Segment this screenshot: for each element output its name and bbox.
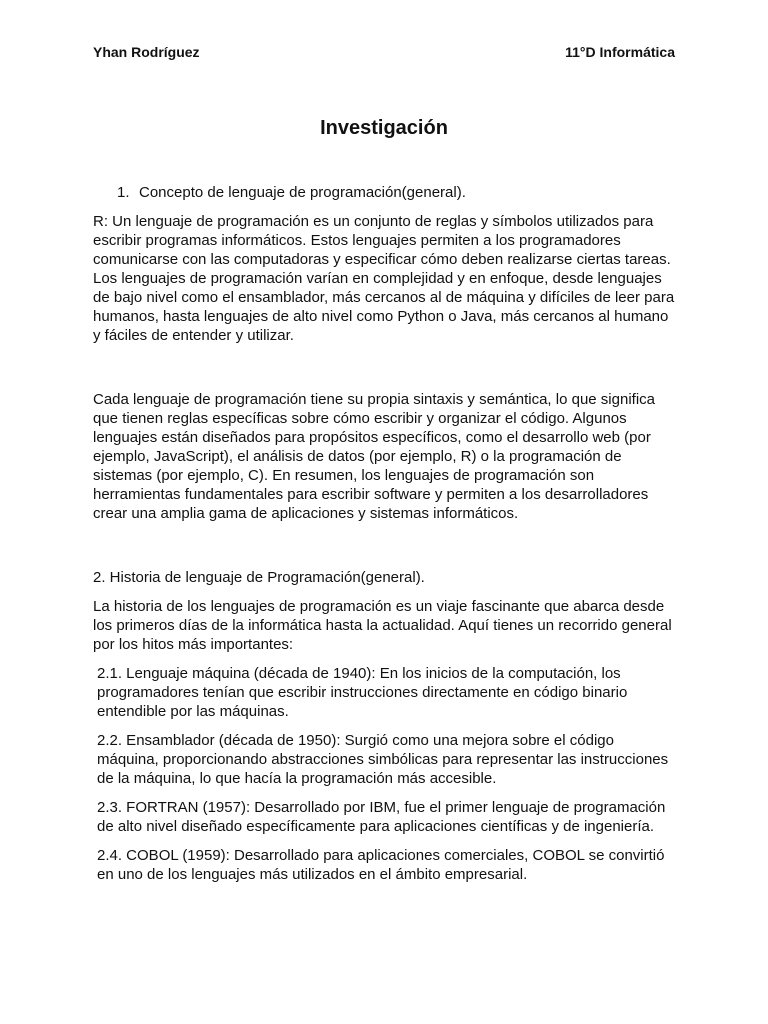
subsection-2-3: 2.3. FORTRAN (1957): Desarrollado por IBM, fue el primer lenguaje de programación de alto nivel diseñado específicamente para aplicaciones científicas y de ingeniería. [97, 799, 666, 835]
page-header [93, 44, 675, 60]
section-1-heading [93, 183, 675, 202]
paragraph-definition: R: Un lenguaje de programación es un conjunto de reglas y símbolos utilizados para escribir programas informáticos. Estos lenguajes permiten a los programadores comunicarse con las computadoras y especificar cómo deben realizarse ciertas tareas. Los lenguajes de programación varían en complejidad y en enfoque, desde lenguajes de bajo nivel como el ensamblador, más cercanos al de máquina y difíciles de leer para humanos, hasta lenguajes de alto nivel como Python o Java, más cercanos al humano y fáciles de entender y utilizar. [93, 213, 675, 344]
author-name: Yhan Rodríguez [93, 44, 200, 60]
document-title: Investigación [320, 117, 448, 139]
paragraph-syntax: Cada lenguaje de programación tiene su propia sintaxis y semántica, lo que significa que tienen reglas específicas sobre cómo escribir y organizar el código. Algunos lenguajes están diseñados para propósitos específicos, como el desarrollo web (por ejemplo, JavaScript), el análisis de datos (por ejemplo, R) o la programación de sistemas (por ejemplo, C). En resumen, los lenguajes de programación son herramientas fundamentales para escribir software y permiten a los desarrolladores crear una amplia gama de aplicaciones y sistemas informáticos. [93, 391, 655, 522]
paragraph-history-intro: La historia de los lenguajes de programación es un viaje fascinante que abarca desde los primeros días de la informática hasta la actualidad. Aquí tienes un recorrido general por los hitos más importantes: [93, 598, 672, 653]
section-1-number: 1. [117, 184, 130, 201]
subsection-2-4: 2.4. COBOL (1959): Desarrollado para aplicaciones comerciales, COBOL se convirtió en uno de los lenguajes más utilizados en el ámbito empresarial. [97, 847, 665, 883]
document-body [93, 183, 675, 894]
section-2-heading: 2. Historia de lenguaje de Programación(general). [93, 569, 425, 586]
subsection-2-2: 2.2. Ensamblador (década de 1950): Surgió como una mejora sobre el código máquina, proporcionando abstracciones simbólicas para representar las instrucciones de la máquina, lo que hacía la programación más accesible. [97, 732, 669, 787]
section-1-heading-text: Concepto de lenguaje de programación(general). [139, 184, 466, 201]
course-label: 11°D Informática [565, 44, 675, 60]
subsection-2-1: 2.1. Lenguaje máquina (década de 1940): En los inicios de la computación, los programadores tenían que escribir instrucciones directamente en código binario entendible por las máquinas. [97, 665, 628, 720]
